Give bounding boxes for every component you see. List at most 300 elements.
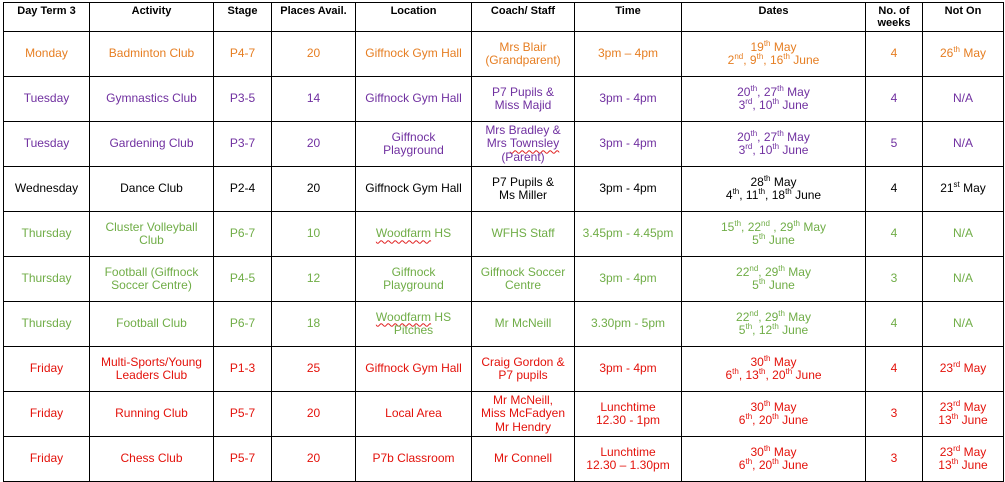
date-suffix: nd — [749, 308, 759, 318]
date-text: , 10 — [752, 98, 773, 112]
stage-cell — [214, 32, 272, 77]
date-suffix: th — [772, 457, 779, 466]
day-cell — [4, 437, 90, 482]
cell-line: 4 — [890, 181, 898, 196]
location-cell — [356, 392, 472, 437]
dates-line — [684, 459, 863, 473]
cell-line: 3pm - 4pm — [599, 136, 657, 151]
date-number: 23 — [939, 444, 954, 459]
date-suffix: th — [750, 128, 758, 138]
activity-cell — [90, 167, 214, 212]
date-suffix: nd — [749, 263, 759, 273]
weeks-cell — [866, 347, 923, 392]
coach-cell — [472, 302, 575, 347]
coach-cell — [472, 122, 575, 167]
stage-cell — [214, 122, 272, 167]
date-number: 15 — [721, 219, 735, 234]
cell-line: 4 — [890, 361, 898, 376]
date-text: May — [960, 399, 987, 414]
cell-line: Badminton Club — [108, 46, 195, 61]
cell-line: Running Club — [115, 406, 188, 421]
date-number: 5 — [738, 323, 746, 337]
location-cell — [356, 437, 472, 482]
cell-line: 20 — [306, 136, 321, 151]
not-on-cell — [923, 347, 1004, 392]
coach-cell — [472, 167, 575, 212]
cell-line: P7b Classroom — [372, 451, 455, 466]
time-cell — [575, 437, 682, 482]
date-text: , 16 — [763, 53, 784, 67]
cell-line: Multi-Sports/Young — [101, 354, 202, 369]
date-suffix: th — [732, 187, 740, 196]
date-suffix: th — [763, 353, 771, 363]
date-number: 6 — [738, 413, 746, 427]
date-suffix: nd — [734, 52, 744, 61]
day-cell — [4, 32, 90, 77]
cell-line: Giffnock Gym Hall — [365, 181, 462, 196]
time-cell — [575, 122, 682, 167]
cell-line: Playground — [383, 278, 444, 292]
cell-line: 3pm - 4pm — [599, 91, 657, 106]
cell-line: P3-7 — [229, 136, 256, 151]
date-number: 30 — [750, 399, 764, 414]
not-on-line — [925, 182, 1001, 196]
date-text: , 9 — [743, 53, 757, 67]
weeks-cell — [866, 122, 923, 167]
weeks-cell — [866, 257, 923, 302]
not-on-cell — [923, 122, 1004, 167]
cell-line: 3pm - 4pm — [599, 271, 657, 286]
weeks-cell — [866, 392, 923, 437]
date-text: May — [784, 264, 811, 279]
date-text: , 27 — [757, 129, 778, 144]
cell-line: 4 — [890, 46, 898, 61]
time-cell — [575, 347, 682, 392]
cell-line: P7 Pupils & — [491, 84, 555, 99]
dates-line — [684, 369, 863, 383]
dates-cell — [682, 212, 866, 257]
cell-line: Craig Gordon & — [481, 354, 565, 369]
date-number: 23 — [939, 399, 954, 414]
date-suffix: th — [951, 457, 959, 466]
cell-line: Mr McNeill, — [493, 392, 553, 407]
date-text: June — [792, 368, 822, 382]
not-on-cell — [923, 392, 1004, 437]
not-on-line — [925, 443, 1001, 460]
date-text: , 20 — [765, 368, 786, 382]
date-text: June — [958, 413, 988, 427]
cell-line: Pitches — [393, 323, 434, 337]
activity-cell — [90, 302, 214, 347]
date-suffix: th — [763, 398, 771, 408]
activity-cell — [90, 32, 214, 77]
cell-line: Monday — [25, 46, 68, 61]
date-number: 28 — [750, 174, 764, 189]
not-on-cell — [923, 32, 1004, 77]
table-row — [4, 437, 1004, 482]
cell-line: Tuesday — [23, 91, 70, 106]
not-on-line — [925, 414, 1001, 428]
date-text: June — [765, 233, 795, 247]
cell-line: Dance Club — [120, 181, 183, 196]
header-dates: Dates — [682, 3, 866, 32]
cell-line: Lunchtime — [600, 399, 656, 414]
location-cell — [356, 77, 472, 122]
cell-line: Giffnock Gym Hall — [365, 46, 462, 61]
cell-line: Wednesday — [14, 181, 79, 196]
date-suffix: th — [745, 412, 753, 421]
cell-line: Tuesday — [23, 136, 70, 151]
date-number: 19 — [750, 39, 764, 54]
activity-cell — [90, 212, 214, 257]
date-suffix: rd — [953, 398, 961, 408]
date-text: May — [783, 129, 810, 144]
date-text: June — [791, 188, 822, 202]
dates-cell — [682, 77, 866, 122]
dates-cell — [682, 167, 866, 212]
cell-line: (Grandparent) — [485, 53, 561, 67]
dates-line — [684, 54, 863, 68]
not-on-cell — [923, 77, 1004, 122]
time-cell — [575, 32, 682, 77]
date-suffix: th — [772, 412, 779, 421]
dates-cell — [682, 392, 866, 437]
location-cell — [356, 302, 472, 347]
weeks-cell — [866, 167, 923, 212]
day-cell — [4, 392, 90, 437]
date-suffix: th — [793, 218, 800, 228]
places-cell — [272, 257, 356, 302]
date-text: , 22 — [741, 219, 762, 234]
location-cell — [356, 122, 472, 167]
location-cell — [356, 32, 472, 77]
cell-line: Mrs Blair — [499, 39, 547, 54]
date-suffix: th — [777, 128, 784, 138]
not-on-cell — [923, 257, 1004, 302]
stage-cell — [214, 437, 272, 482]
weeks-cell — [866, 437, 923, 482]
cell-line: 20 — [306, 406, 321, 421]
cell-line: Miss McFadyen — [480, 406, 566, 421]
date-number: 22 — [736, 309, 750, 324]
date-text: May — [783, 84, 810, 99]
time-cell — [575, 257, 682, 302]
table-row — [4, 122, 1004, 167]
cell-line: 3pm - 4pm — [599, 181, 657, 196]
date-suffix: th — [763, 173, 771, 183]
cell-line: 3pm - 4pm — [599, 361, 657, 376]
cell-line: 3 — [890, 406, 898, 421]
date-text: May — [770, 399, 797, 414]
cell-line: Club — [139, 233, 164, 247]
places-cell — [272, 77, 356, 122]
date-text: , 20 — [752, 413, 773, 427]
cell-line: 25 — [306, 361, 321, 376]
activity-cell — [90, 77, 214, 122]
cell-line: N/A — [952, 91, 973, 106]
date-suffix: th — [758, 232, 766, 241]
not-on-cell — [923, 302, 1004, 347]
date-suffix: th — [777, 83, 784, 93]
dates-line — [684, 414, 863, 428]
cell-line: Mr Hendry — [494, 419, 551, 434]
time-cell — [575, 212, 682, 257]
activity-cell — [90, 347, 214, 392]
cell-line: (Parent) — [501, 149, 545, 164]
date-suffix: th — [783, 52, 790, 61]
day-cell — [4, 167, 90, 212]
dates-line — [684, 144, 863, 158]
date-suffix: th — [763, 38, 771, 48]
cell-line: 3 — [890, 271, 898, 286]
day-cell — [4, 122, 90, 167]
cell-line: Gymnastics Club — [106, 91, 197, 106]
places-cell — [272, 212, 356, 257]
table-header — [4, 3, 1004, 32]
weeks-cell — [866, 212, 923, 257]
dates-line — [684, 38, 863, 55]
stage-cell — [214, 347, 272, 392]
date-suffix: rd — [953, 360, 961, 370]
date-number: 21 — [940, 181, 954, 196]
date-text: May — [770, 444, 797, 459]
day-cell — [4, 212, 90, 257]
dates-line — [684, 218, 863, 235]
activity-cell — [90, 437, 214, 482]
weeks-cell — [866, 32, 923, 77]
dates-line — [684, 234, 863, 248]
table-row — [4, 212, 1004, 257]
table-row — [4, 392, 1004, 437]
date-suffix: rd — [745, 97, 753, 106]
cell-line: Giffnock Gym Hall — [365, 91, 462, 106]
dates-line — [684, 99, 863, 113]
table-row — [4, 257, 1004, 302]
date-text: May — [770, 39, 797, 54]
cell-line: N/A — [952, 316, 973, 331]
date-text: June — [779, 143, 809, 157]
cell-line: P4-5 — [229, 271, 256, 286]
not-on-line — [925, 459, 1001, 473]
cell-line: Giffnock Gym Hall — [365, 361, 462, 376]
cell-line: Friday — [29, 451, 64, 466]
cell-line: Local Area — [385, 406, 442, 421]
date-text: May — [784, 309, 811, 324]
stage-cell — [214, 77, 272, 122]
cell-line: P5-7 — [229, 406, 256, 421]
date-text: June — [778, 413, 809, 427]
cell-line: Friday — [29, 361, 64, 376]
coach-cell — [472, 212, 575, 257]
cell-line: Lunchtime — [600, 444, 656, 459]
date-text: , 27 — [757, 84, 778, 99]
date-suffix: th — [734, 218, 742, 228]
date-number: 20 — [737, 84, 751, 99]
location-cell — [356, 167, 472, 212]
cell-line: Miss Majid — [494, 98, 552, 112]
activity-cell — [90, 122, 214, 167]
cell-line: Friday — [29, 406, 64, 421]
time-cell — [575, 167, 682, 212]
date-suffix: st — [953, 180, 960, 190]
cell-line: Mrs Townsley — [486, 136, 560, 151]
header-stage: Stage — [214, 3, 272, 32]
places-cell — [272, 302, 356, 347]
date-number: 30 — [750, 354, 764, 369]
date-text: May — [960, 46, 987, 61]
date-number: 5 — [752, 278, 759, 292]
places-cell — [272, 167, 356, 212]
cell-line: Mr McNeill — [494, 316, 552, 331]
dates-line — [684, 324, 863, 338]
cell-line: 3.45pm - 4.45pm — [582, 226, 674, 241]
table-row — [4, 347, 1004, 392]
date-number: 6 — [725, 368, 733, 382]
cell-line: P3-5 — [229, 91, 256, 106]
date-number: 3 — [738, 143, 746, 157]
activity-cell — [90, 392, 214, 437]
weeks-cell — [866, 77, 923, 122]
cell-line: Cluster Volleyball — [105, 219, 198, 234]
cell-line: 12.30 – 1.30pm — [586, 458, 670, 472]
cell-line: 4 — [890, 91, 898, 106]
date-text: , 20 — [752, 458, 773, 472]
date-text: June — [779, 98, 809, 112]
cell-line: 20 — [306, 46, 321, 61]
stage-cell — [214, 302, 272, 347]
date-text: , 29 — [758, 309, 779, 324]
cell-line: P7 Pupils & — [491, 174, 555, 189]
stage-cell — [214, 212, 272, 257]
header-location: Location — [356, 3, 472, 32]
cell-line: Giffnock — [391, 264, 436, 279]
date-suffix: th — [732, 367, 739, 376]
activity-cell — [90, 257, 214, 302]
coach-cell — [472, 347, 575, 392]
date-text: , 11 — [739, 188, 759, 202]
not-on-cell — [923, 212, 1004, 257]
cell-line: 4 — [890, 226, 898, 241]
date-text: , 29 — [758, 264, 779, 279]
places-cell — [272, 392, 356, 437]
cell-line: 3.30pm - 5pm — [590, 316, 666, 331]
date-suffix: th — [763, 443, 771, 453]
time-cell — [575, 77, 682, 122]
cell-line: Soccer Centre) — [111, 278, 192, 292]
cell-line: P2-4 — [229, 181, 256, 196]
location-cell — [356, 212, 472, 257]
table-body — [4, 32, 1004, 482]
cell-line: N/A — [952, 271, 973, 286]
coach-cell — [472, 77, 575, 122]
cell-line: P1-3 — [229, 361, 256, 376]
cell-line: P5-7 — [229, 451, 256, 466]
cell-line: 14 — [306, 91, 321, 106]
table-row — [4, 77, 1004, 122]
date-suffix: rd — [745, 142, 753, 151]
cell-line: Thursday — [21, 226, 72, 241]
date-number: 3 — [738, 98, 746, 112]
date-text: May — [799, 219, 826, 234]
date-number: 6 — [738, 458, 746, 472]
dates-line — [684, 173, 863, 190]
cell-line: Giffnock — [391, 129, 436, 144]
date-number: 26 — [939, 46, 954, 61]
dates-cell — [682, 122, 866, 167]
header-time: Time — [575, 3, 682, 32]
dates-line — [684, 263, 863, 280]
date-number: 2 — [727, 53, 735, 67]
dates-line — [684, 189, 863, 203]
not-on-line — [925, 47, 1001, 61]
date-text: , 13 — [738, 368, 759, 382]
date-suffix: th — [778, 263, 785, 273]
cell-line: Football (Giffnock — [104, 264, 199, 279]
date-suffix: th — [745, 322, 753, 331]
places-cell — [272, 122, 356, 167]
cell-line: P6-7 — [229, 316, 256, 331]
day-cell — [4, 257, 90, 302]
not-on-line — [925, 362, 1001, 376]
places-cell — [272, 437, 356, 482]
date-number: 20 — [737, 129, 751, 144]
cell-line: WFHS Staff — [491, 226, 555, 241]
places-cell — [272, 32, 356, 77]
location-cell — [356, 257, 472, 302]
date-suffix: th — [756, 52, 764, 61]
cell-line: Woodfarm HS — [375, 309, 452, 324]
header-activity: Activity — [90, 3, 214, 32]
date-suffix: th — [758, 187, 766, 196]
date-text: June — [789, 53, 820, 67]
cell-line: 5 — [890, 136, 898, 151]
cell-line: Woodfarm HS — [375, 226, 452, 241]
cell-line: Playground — [383, 143, 444, 157]
header-weeks: No. of weeks — [866, 3, 923, 32]
date-suffix: nd — [761, 218, 770, 228]
date-suffix: th — [772, 97, 780, 106]
date-text: June — [958, 458, 988, 472]
cell-line: Mr Connell — [493, 451, 553, 466]
date-number: 13 — [938, 413, 952, 427]
cell-line: 3 — [890, 451, 898, 466]
header-not-on: Not On — [923, 3, 1004, 32]
date-suffix: th — [745, 457, 753, 466]
date-text: , 10 — [752, 143, 773, 157]
table-row — [4, 302, 1004, 347]
date-suffix: th — [758, 277, 766, 286]
date-suffix: th — [758, 367, 766, 376]
weeks-cell — [866, 302, 923, 347]
coach-cell — [472, 32, 575, 77]
stage-cell — [214, 167, 272, 212]
header-places: Places Avail. — [272, 3, 356, 32]
date-suffix: th — [778, 308, 785, 318]
cell-line: 18 — [306, 316, 321, 331]
cell-line: 12.30 - 1pm — [595, 413, 661, 427]
date-suffix: th — [951, 412, 959, 421]
date-number: 30 — [750, 444, 764, 459]
date-number: 4 — [725, 188, 733, 202]
day-cell — [4, 347, 90, 392]
cell-line: N/A — [952, 226, 973, 241]
date-number: 13 — [938, 458, 952, 472]
cell-line: 12 — [306, 271, 321, 286]
time-cell — [575, 392, 682, 437]
cell-line: P4-7 — [229, 46, 256, 61]
cell-line: Centre — [504, 278, 542, 292]
cell-line: P6-7 — [229, 226, 256, 241]
